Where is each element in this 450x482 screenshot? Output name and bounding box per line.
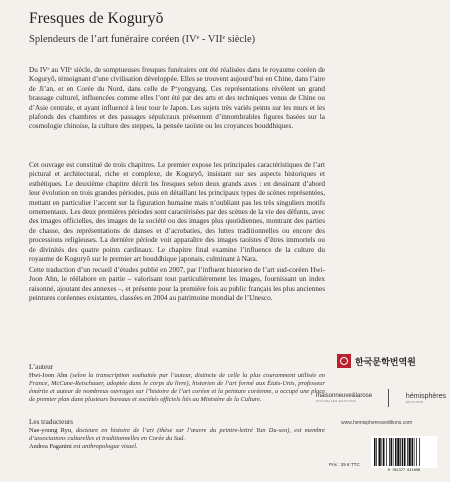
isbn-number: 9 782377 011098	[387, 468, 421, 472]
author-heading: L’auteur	[29, 363, 54, 371]
paragraph-text: Cet ouvrage est constitué de trois chapitres. Le premier expose les principales caractéristiques de l’art pictural et architectural, riche et complexe, de Koguryŏ, insistant sur ses aspects historiques et esthétiques. Le deuxième chapitre décrit les fresques selon deux grands axes : en dessinant d’abord leur évolution en trois grandes périodes, puis en détaillant les principaux types de scènes représentées, mettant en particulier l’accent sur la figuration humaine mais n’oubliant pas les très singuliers motifs ornementaux. Les deux premières périodes sont caractérisées par des scènes de la vie des défunts, avec des images officielles, des images de la société ou des images plus quotidiennes, montrant des parties de chasse, des représentations de danses et d’acrobaties, des luttes traditionnelles ou encore des processions religieuses. La dernière période voit apparaître des images taoïstes d’êtres immortels ou de divinités des quatre points cardinaux. Le chapitre final examine l’influence de la culture du royaume de Koguryŏ sur le premier art bouddhique japonais, culminant à Nara.	[29, 161, 325, 264]
paragraph-text: Cette traduction d’un recueil d’études publié en 2007, par l’influent historien de l’art sud-coréen Hwi-Joon Ahn, le réélabore en partie – valorisant tout particulièrement les images, fournissant un index raisonné, ajoutant des annexes –, et présente pour la première fois au public français les plus anciennes peintures coréennes existantes, classées en 2004 au patrimoine mondial de l’Unesco.	[29, 266, 325, 303]
barcode-image	[371, 436, 437, 468]
book-title: Fresques de Koguryŏ	[29, 10, 164, 27]
author-name: Hwi-Joon Ahn	[29, 372, 68, 379]
summary-paragraph-2	[29, 161, 325, 264]
ltikorea-mark-icon	[337, 354, 351, 368]
author-bio	[29, 372, 325, 404]
publisher-maisonneuve-logo	[316, 393, 372, 403]
publisher-2-sub: ÉDITIONS	[405, 399, 424, 404]
translator-2-bio: est anthropologue visuel.	[71, 443, 138, 450]
author-bio-text: (selon la transcription souhaitée par l’auteur, distincte de celle la plus couramment utilisée en France, McCune-Reischauer, adoptée dans le corps du livre), historien de l’art formé aux États-Unis, professeur émérite et auteur de nombreux ouvrages sur l’histoire de l’art coréen et la peinture coréenne, a occupé une place de premier plan dans plusieurs bureaux et sociétés officiels liés au Ministère de la Culture.	[29, 372, 325, 403]
publisher-hemispheres-logo	[406, 393, 446, 404]
ltikorea-logo	[337, 352, 435, 370]
publisher-divider	[388, 389, 389, 407]
translator-2	[29, 443, 325, 451]
publisher-1-name: maisonneuve&larose	[316, 393, 373, 399]
publisher-website: www.hemispheresseditions.com	[341, 420, 413, 426]
author-section	[29, 363, 325, 404]
translators-section	[29, 418, 325, 451]
summary-paragraph-3	[29, 266, 325, 304]
translator-1	[29, 427, 325, 443]
summary-paragraph-1	[29, 66, 325, 132]
book-subtitle: Splendeurs de l’art funéraire coréen (IVᵉ - VIIᵉ siècle)	[29, 34, 256, 45]
price-label: Prix : 29 € TTC	[329, 462, 360, 467]
translators-heading: Les traducteurs	[29, 418, 74, 426]
translator-2-name: Andrea Paganini	[29, 443, 72, 450]
ltikorea-label: 한국문학번역원	[355, 357, 416, 368]
translator-1-bio: , docteure en histoire de l’art (thèse sur l’œuvre du peintre-lettré Yun Du-seo), est membre d’associations culturelles et traditionnelles en Corée du Sud.	[29, 427, 325, 442]
paragraph-text: Du IVᵉ au VIIᵉ siècle, de somptueuses fresques funéraires ont été réalisées dans le royaume coréen de Koguryŏ, témoignant d’une civilisation développée. Elles se trouvent aujourd’hui en Chine, dans l’aire de Ji’an, et en Corée du Nord, dans celle de Pʻyongyang. Ces représentations révèlent un grand brassage culturel, influencées comme elles l’ont été par des arts et des techniques venus de Chine ou d’Asie centrale, et ayant influencé à leur tour le Japon. Les sujets très variés peints sur les murs et les plafonds des chambres et des passages sépulcraux présentent d’innombrables figures basées sur la cosmologie chinoise, la culture des steppes, la pensée taoïste ou les croyances bouddhiques.	[29, 66, 326, 131]
publisher-logos	[316, 387, 446, 409]
publisher-2-name: hémisphères	[405, 392, 446, 400]
translator-1-name: Nae-young Ryu	[29, 427, 72, 434]
publisher-1-sub: NOUVELLES ÉDITIONS	[316, 399, 357, 403]
